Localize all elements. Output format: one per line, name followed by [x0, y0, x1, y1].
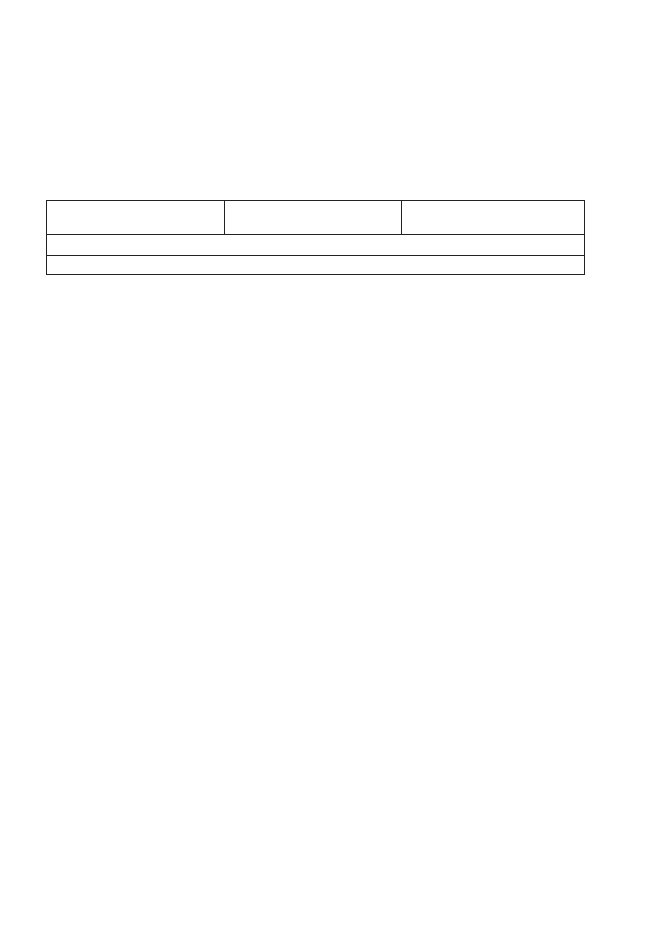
note-row — [47, 255, 585, 275]
column-header-control — [47, 201, 225, 235]
column-header-similar — [224, 201, 402, 235]
scope-table — [46, 200, 585, 275]
footnotes — [47, 235, 585, 256]
table-note — [47, 255, 585, 275]
column-header-dissimilar — [402, 201, 585, 235]
footnotes-row — [47, 235, 585, 256]
table-header-row — [47, 201, 585, 235]
